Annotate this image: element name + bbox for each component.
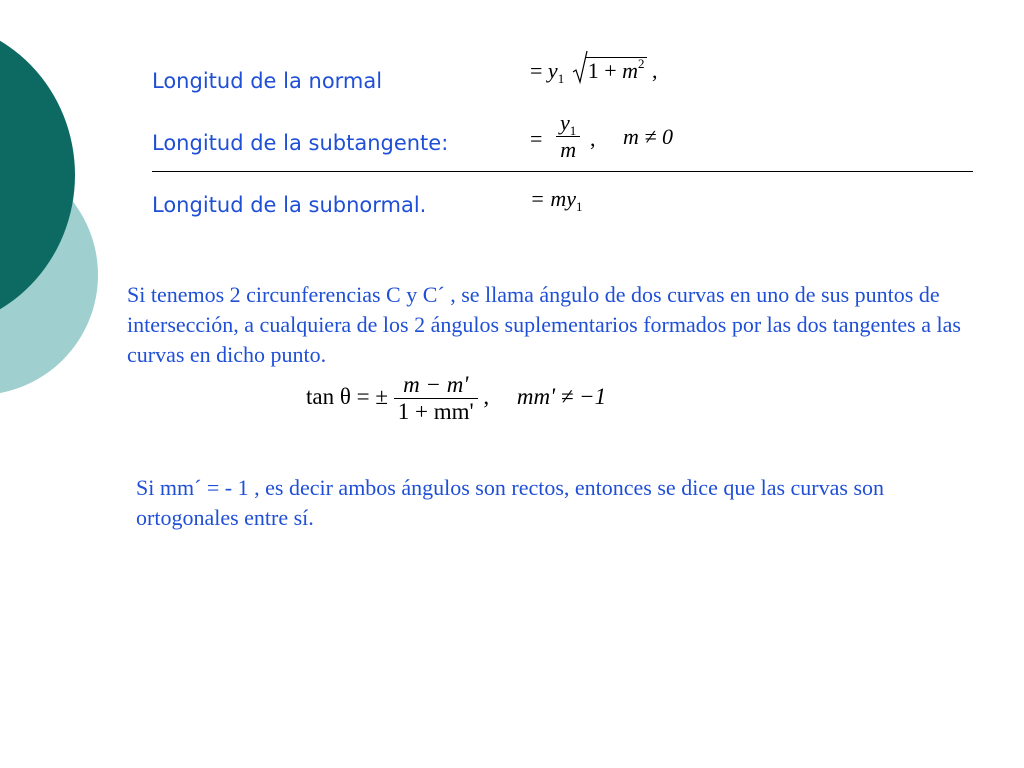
paragraph-orthogonal-curves: Si mm´ = - 1 , es decir ambos ángulos son rectos, entonces se dice que las curvas son ortogonales entre sí. — [136, 475, 885, 530]
radical-sign — [572, 50, 588, 86]
label-subtangent-length: Longitud de la subtangente: — [152, 131, 449, 155]
formula-normal: = $y_1$ $1 + m^2$ , — [530, 58, 658, 84]
label-normal-length: Longitud de la normal — [152, 69, 383, 93]
formula-subnormal: = $my_1$ — [530, 186, 583, 214]
formula-subtangent: = $\frac{y_1}{m}$ , m ≠ 0 — [530, 110, 673, 162]
paragraph-angle-definition: Si tenemos 2 circunferencias C y C´ , se llama ángulo de dos curvas en uno de sus puntos de intersección, a cualquiera de los 2 ángulos suplementarios formados por las dos tangentes a las curvas en dicho punto. — [127, 282, 961, 367]
label-subnormal-length: Longitud de la subnormal. — [152, 193, 427, 217]
formula-tangent-angle: tan θ = ± $\frac{m - m'}{1 + mm'}$ , mm' ≠ −1 — [306, 372, 607, 424]
divider-line — [152, 171, 973, 172]
